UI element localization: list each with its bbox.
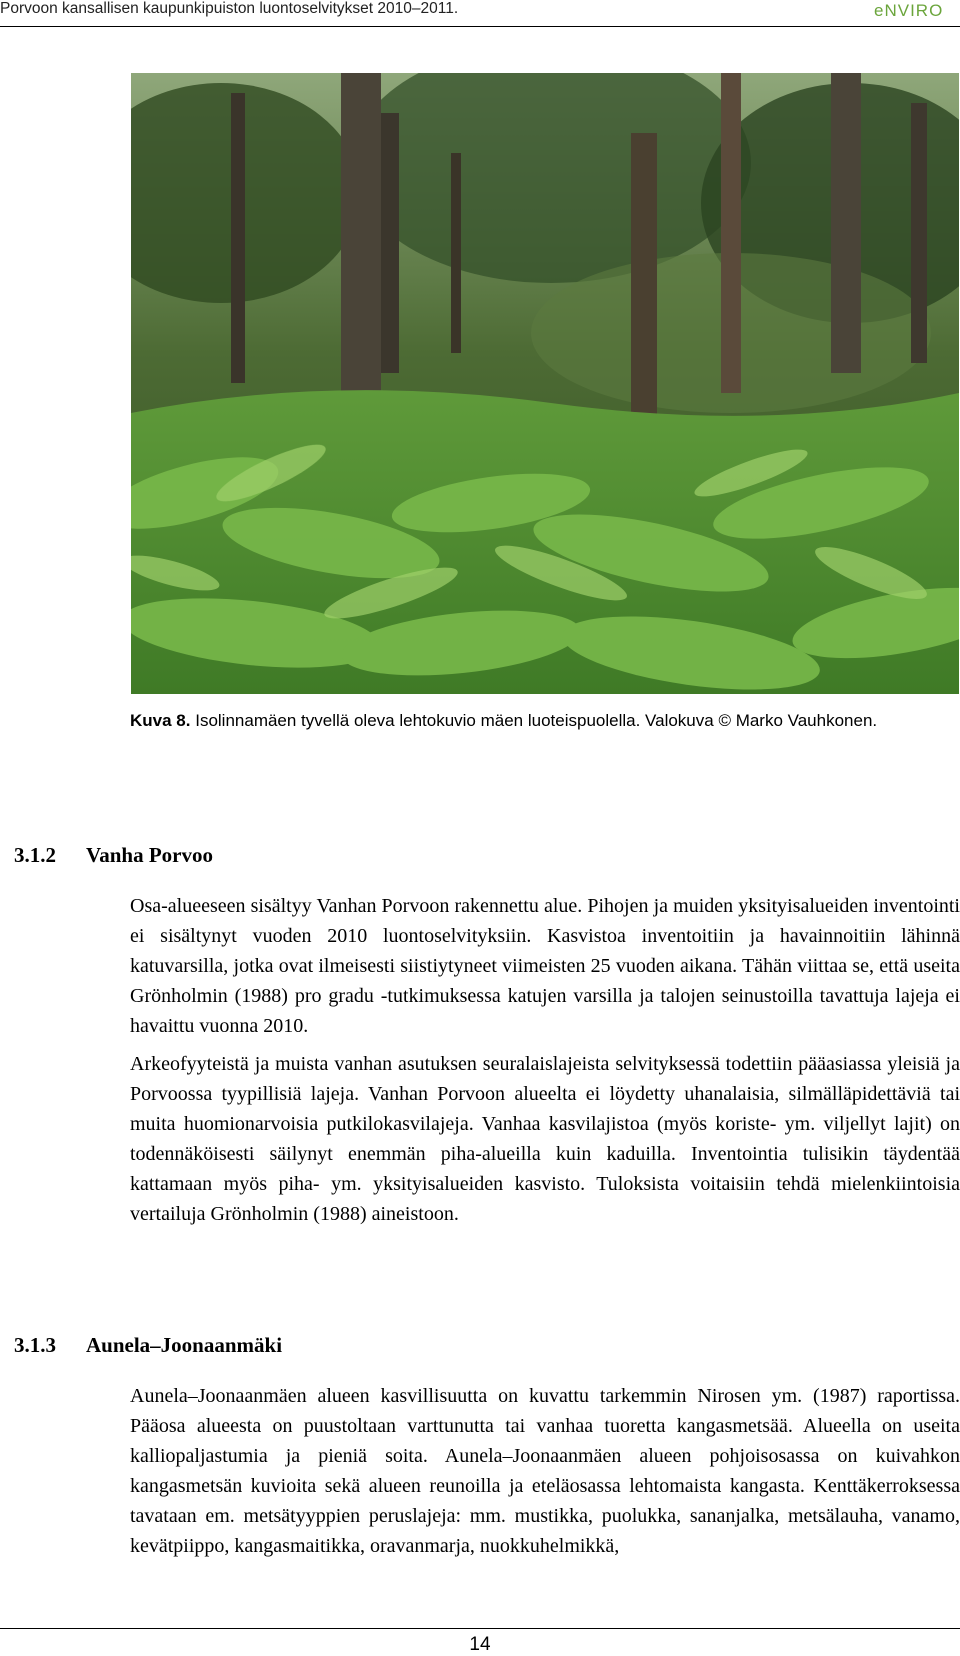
- caption-text: Isolinnamäen tyvellä oleva lehtokuvio mäen luoteispuolella. Valokuva © Marko Vauhkonen.: [195, 711, 878, 730]
- section-heading-aunela-joonaanmaki: [14, 1333, 282, 1358]
- enviro-logo: [874, 0, 956, 25]
- section-title: Aunela–Joonaanmäki: [86, 1333, 283, 1357]
- footer-rule: [0, 1628, 960, 1629]
- paragraph: Aunela–Joonaanmäen alueen kasvillisuutta on kuvattu tarkemmin Nirosen ym. (1987) raportissa. Pääosa alueesta on puustoltaan varttunutta tai vanhaa tuoretta kangasmetsää. Alueella on useita kalliopaljastumia ja pieniä soita. Aunela–Joonaanmäen alueen pohjoisosassa on kuivahkon kangasmetsän kuvioita sekä alueen reunoilla ja eteläosassa lehtomaista kangasta. Kenttäkerroksessa tavataan em. metsätyyppien peruslajeja: mm. mustikka, puolukka, sananjalka, metsälauha, vanamo, kevätpiippo, kangasmaitikka, oravanmarja, nuokkuhelmikkä,: [130, 1385, 960, 1557]
- caption-label: Kuva 8.: [130, 711, 191, 730]
- svg-text:eNVIRO: eNVIRO: [874, 1, 944, 20]
- paragraph: Osa-alueeseen sisältyy Vanhan Porvoon rakennettu alue. Pihojen ja muiden yksityisalueiden inventointi ei sisältynyt vuoden 2010 luontoselvityksiin. Kasvistoa inventoitiin ja havainnoitiin lähinnä katuvarsilla, jotka ovat ilmeisesti siistiytyneet viimeisten 25 vuoden aikana. Tähän viittaa se, että useita Grönholmin (1988) pro gradu -tutkimuksessa katujen varsilla ja talojen seinustoilla tavattuja lajeja ei havaittu vuonna 2010.: [130, 895, 960, 1037]
- header-title: Porvoon kansallisen kaupunkipuiston luontoselvitykset 2010–2011.: [0, 0, 459, 17]
- page-number: 14: [469, 1634, 491, 1655]
- enviro-logo-mark: [874, 0, 956, 20]
- paragraph: Arkeofyyteistä ja muista vanhan asutuksen seuralaislajeista selvityksessä todettiin pääasiassa yleisiä ja Porvoossa tyypillisiä lajeja. Vanhan Porvoon alueelta ei löydetty uhanalaisia, silmälläpidettäviä tai muita huomionarvoisia putkilokasvilajeja. Vanhaa kasvilajistoa (myös koriste- ym. viljellyt lajit) on todennäköisesti säilynyt enemmän piha-alueilla kuin kaduilla. Inventointia tulisikin täydentää kattamaan myös piha- ym. yksityisalueiden kasvisto. Tuloksista voitaisiin tehdä mielenkiintoisia vertailuja Grönholmin (1988) aineistoon.: [130, 1053, 960, 1225]
- section-title: Vanha Porvoo: [86, 843, 213, 867]
- section-number: 3.1.2: [14, 843, 56, 867]
- figure-caption: [130, 706, 960, 736]
- forest-fern-illustration: [131, 73, 959, 694]
- forest-fern-photo: [131, 73, 959, 694]
- section-heading-vanha-porvoo: [14, 843, 213, 868]
- page-header: [0, 0, 960, 24]
- section-number: 3.1.3: [14, 1333, 56, 1357]
- header-rule: [0, 26, 960, 27]
